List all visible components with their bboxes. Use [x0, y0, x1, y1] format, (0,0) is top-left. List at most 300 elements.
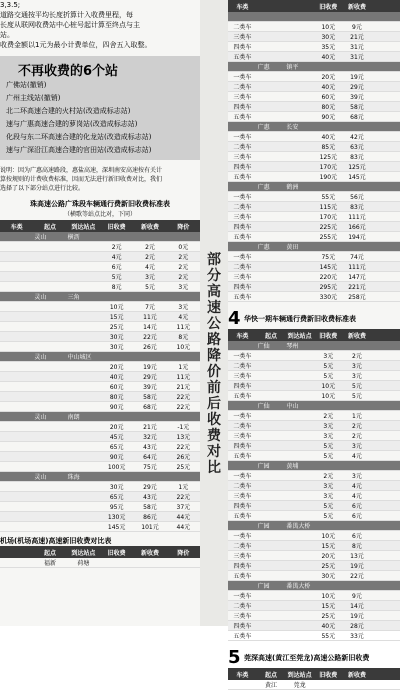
group-filler	[343, 461, 372, 471]
table-cell	[0, 362, 33, 372]
group-filler	[343, 581, 372, 591]
table-row	[0, 512, 200, 522]
table-cell: 莞龙	[285, 680, 314, 690]
table-cell	[371, 272, 400, 282]
note-line: 算按规则的计费收费标准，因而无法进行新旧收费对比，我们	[0, 176, 163, 183]
route-to: 横沥	[67, 232, 100, 242]
table-cell: 2元	[133, 252, 166, 262]
note-line: 说明：因为广惠高速路段，惠盐高速，深圳南安高速按有关计	[0, 167, 163, 174]
group-filler	[343, 242, 372, 252]
table-cell	[0, 382, 33, 392]
group-label	[0, 232, 33, 242]
table-cell: 39元	[133, 382, 166, 392]
table-cell	[371, 232, 400, 242]
table-cell: 二类车	[228, 142, 257, 152]
table-cell: 40元	[100, 372, 133, 382]
group-filler	[167, 232, 200, 242]
table-cell	[371, 601, 400, 611]
route-group-row	[0, 232, 200, 242]
section-4-table	[228, 329, 400, 641]
table-cell: 22元	[167, 442, 200, 452]
table-cell: 四类车	[228, 222, 257, 232]
table-cell: 330元	[314, 292, 343, 302]
table-cell	[285, 481, 314, 491]
table-cell	[285, 232, 314, 242]
table-cell: 2元	[167, 262, 200, 272]
group-filler	[343, 341, 372, 351]
table-cell	[285, 431, 314, 441]
table-cell	[33, 392, 66, 402]
table-cell: 90元	[100, 402, 133, 412]
table-cell: 四类车	[228, 441, 257, 451]
table-cell	[371, 52, 400, 62]
table-cell	[67, 362, 100, 372]
table-cell	[257, 112, 286, 122]
table-cell	[67, 492, 100, 502]
table-cell: 25元	[314, 561, 343, 571]
group-filler	[100, 352, 133, 362]
table-cell: 4元	[100, 252, 133, 262]
table-cell	[257, 282, 286, 292]
table-row	[228, 102, 400, 112]
vertical-char: 比	[207, 460, 221, 476]
table-cell: 170元	[314, 212, 343, 222]
table-cell	[257, 192, 286, 202]
table-cell	[0, 332, 33, 342]
table-cell	[33, 462, 66, 472]
column-header: 到达站点	[285, 329, 314, 341]
table-cell: 15元	[314, 601, 343, 611]
table-cell	[371, 292, 400, 302]
route-group-row	[228, 341, 400, 351]
table-cell: 43元	[133, 492, 166, 502]
table-cell: -1元	[167, 422, 200, 432]
table-cell	[285, 152, 314, 162]
table-cell	[33, 382, 66, 392]
table-cell	[257, 142, 286, 152]
table-cell: 220元	[314, 272, 343, 282]
table-cell: 55元	[314, 192, 343, 202]
table-cell	[67, 462, 100, 472]
section-4-header	[228, 308, 400, 329]
table-cell	[257, 381, 286, 391]
table-row	[228, 152, 400, 162]
table-cell	[285, 631, 314, 641]
table-cell: 43元	[133, 442, 166, 452]
left-table-subtitle: （横歌等站点比对，下同）	[63, 211, 136, 218]
vertical-char: 降	[207, 348, 221, 364]
column-header: 旧收费	[314, 329, 343, 341]
table-cell	[33, 302, 66, 312]
table-cell	[257, 52, 286, 62]
table-cell	[67, 282, 100, 292]
table-row	[228, 162, 400, 172]
table-cell: 85元	[314, 142, 343, 152]
table-cell	[257, 152, 286, 162]
table-cell	[67, 422, 100, 432]
table-cell: 75元	[133, 462, 166, 472]
group-filler	[371, 122, 400, 132]
table-row	[228, 441, 400, 451]
table-cell	[67, 482, 100, 492]
table-row	[228, 252, 400, 262]
table-cell: 100元	[100, 462, 133, 472]
table-row	[228, 42, 400, 52]
table-cell: 二类车	[228, 361, 257, 371]
column-header	[371, 668, 400, 680]
right-top-fee-table	[228, 0, 400, 302]
table-cell: 145元	[100, 522, 133, 532]
group-label	[228, 521, 257, 531]
table-cell: 65元	[100, 442, 133, 452]
section-5-header	[228, 647, 400, 668]
table-body	[228, 12, 400, 302]
route-group-row	[228, 521, 400, 531]
group-filler	[314, 521, 343, 531]
table-cell	[371, 391, 400, 401]
group-label	[228, 12, 257, 22]
table-cell	[0, 522, 33, 532]
table-row	[228, 132, 400, 142]
table-row	[0, 482, 200, 492]
table-cell: 10元	[314, 531, 343, 541]
route-to	[285, 12, 314, 22]
vertical-char: 路	[207, 332, 221, 348]
table-cell: 一类车	[228, 531, 257, 541]
table-cell	[0, 432, 33, 442]
table-cell: 11元	[133, 312, 166, 322]
table-cell: 四类车	[228, 282, 257, 292]
group-label	[228, 62, 257, 72]
table-cell: 二类车	[228, 421, 257, 431]
table-row	[228, 611, 400, 621]
table-cell: 4元	[343, 481, 372, 491]
table-cell	[0, 462, 33, 472]
table-cell	[285, 351, 314, 361]
column-header: 车类	[228, 0, 257, 12]
table-row	[228, 591, 400, 601]
group-filler	[343, 12, 372, 22]
route-from: 广惠	[257, 182, 286, 192]
intro-line: 3,3.5;	[0, 1, 21, 9]
table-cell: 14元	[343, 601, 372, 611]
route-to: 中山城区	[67, 352, 100, 362]
route-group-row	[228, 62, 400, 72]
table-cell	[285, 92, 314, 102]
table-cell	[371, 351, 400, 361]
table-cell: 2元	[343, 431, 372, 441]
vertical-char: 部	[207, 252, 221, 268]
table-cell	[285, 621, 314, 631]
group-filler	[133, 412, 166, 422]
table-cell: 19元	[133, 362, 166, 372]
table-cell	[0, 322, 33, 332]
route-to: 珠海	[67, 472, 100, 482]
table-row	[228, 222, 400, 232]
table-row	[228, 621, 400, 631]
table-row	[228, 571, 400, 581]
table-cell	[371, 421, 400, 431]
table-cell: 68元	[133, 402, 166, 412]
table-cell	[285, 421, 314, 431]
table-row	[0, 492, 200, 502]
table-cell: 25元	[100, 322, 133, 332]
column-header: 降价	[167, 220, 200, 232]
table-cell	[0, 502, 33, 512]
table-cell: 二类车	[228, 481, 257, 491]
table-cell: 22元	[167, 402, 200, 412]
table-cell: 20元	[314, 72, 343, 82]
table-cell: 11元	[167, 372, 200, 382]
table-row	[228, 511, 400, 521]
table-cell: 166元	[343, 222, 372, 232]
table-cell: 一类车	[228, 591, 257, 601]
route-to: 中山	[285, 401, 314, 411]
left-column	[0, 0, 200, 626]
column-header	[257, 0, 286, 12]
route-to: 三角	[67, 292, 100, 302]
table-cell	[285, 112, 314, 122]
table-cell	[371, 212, 400, 222]
table-cell	[257, 82, 286, 92]
column-header: 旧收费	[100, 220, 133, 232]
group-filler	[343, 182, 372, 192]
table-cell	[285, 411, 314, 421]
table-cell	[33, 422, 66, 432]
table-cell: 四类车	[228, 162, 257, 172]
vertical-char: 前	[207, 380, 221, 396]
table-cell	[285, 471, 314, 481]
table-row	[0, 262, 200, 272]
table-cell	[371, 152, 400, 162]
table-cell	[257, 272, 286, 282]
table-cell: 75元	[314, 252, 343, 262]
group-filler	[314, 122, 343, 132]
column-header: 起点	[33, 546, 66, 558]
group-filler	[371, 461, 400, 471]
table-cell: 30元	[314, 32, 343, 42]
vertical-headline	[203, 252, 225, 476]
table-cell	[33, 272, 66, 282]
table-cell	[33, 362, 66, 372]
table-cell	[257, 631, 286, 641]
group-label	[0, 292, 33, 302]
table-cell: 74元	[343, 252, 372, 262]
column-header: 新收费	[343, 329, 372, 341]
table-row	[228, 541, 400, 551]
table-cell: 19元	[343, 72, 372, 82]
table-cell: 10元	[314, 22, 343, 32]
table-row	[228, 232, 400, 242]
group-label	[0, 352, 33, 362]
route-group-row	[0, 412, 200, 422]
table-cell	[0, 312, 33, 322]
group-filler	[314, 581, 343, 591]
table-cell	[285, 441, 314, 451]
table-cell: 111元	[343, 262, 372, 272]
table-row	[0, 452, 200, 462]
table-cell	[371, 441, 400, 451]
table-cell: 4元	[133, 262, 166, 272]
table-cell	[285, 272, 314, 282]
table-cell	[371, 371, 400, 381]
table-cell	[0, 252, 33, 262]
table-cell: 30元	[100, 342, 133, 352]
table-row	[0, 302, 200, 312]
table-cell: 31元	[343, 52, 372, 62]
table-cell: 3元	[314, 491, 343, 501]
table-cell: 4元	[343, 451, 372, 461]
table-row	[228, 421, 400, 431]
table-cell: 一类车	[228, 252, 257, 262]
table-cell: 五类车	[228, 232, 257, 242]
table-cell: 111元	[343, 212, 372, 222]
table-row	[228, 361, 400, 371]
table-cell: 33元	[343, 631, 372, 641]
table-cell	[257, 371, 286, 381]
table-cell	[285, 132, 314, 142]
table-row	[228, 262, 400, 272]
table-cell: 三类车	[228, 32, 257, 42]
table-cell	[67, 302, 100, 312]
group-filler	[100, 292, 133, 302]
table-cell	[257, 481, 286, 491]
group-filler	[371, 12, 400, 22]
vertical-char: 公	[207, 316, 221, 332]
table-cell: 8元	[167, 332, 200, 342]
group-label	[228, 122, 257, 132]
table-cell: 194元	[343, 232, 372, 242]
table-cell: 3元	[167, 302, 200, 312]
table-cell: 5元	[100, 272, 133, 282]
table-cell	[67, 432, 100, 442]
table-body	[0, 232, 200, 532]
table-cell	[257, 232, 286, 242]
table-cell: 2元	[343, 351, 372, 361]
table-cell	[257, 22, 286, 32]
group-label	[228, 341, 257, 351]
table-cell: 35元	[314, 42, 343, 52]
table-cell: 五类车	[228, 631, 257, 641]
section-title: 莞深高速(黄江至莞龙)高速公路新旧收费	[244, 653, 370, 662]
banner-item: 广佛站(撤销)	[6, 81, 47, 89]
table-row	[0, 382, 200, 392]
table-cell	[67, 262, 100, 272]
table-cell	[257, 551, 286, 561]
column-header: 旧收费	[314, 668, 343, 680]
banner-list	[0, 79, 200, 157]
table-cell	[371, 621, 400, 631]
table-cell	[33, 512, 66, 522]
table-cell: 一类车	[228, 351, 257, 361]
table-cell	[285, 292, 314, 302]
column-header: 旧收费	[314, 0, 343, 12]
table-cell: 五类车	[228, 451, 257, 461]
group-filler	[100, 232, 133, 242]
route-group-row	[228, 242, 400, 252]
table-cell: 83元	[343, 202, 372, 212]
route-to: 镇平	[285, 62, 314, 72]
table-cell: 13元	[343, 551, 372, 561]
table-cell: 10元	[314, 381, 343, 391]
group-filler	[100, 412, 133, 422]
table-cell	[0, 392, 33, 402]
table-row	[0, 462, 200, 472]
table-cell: 19元	[343, 611, 372, 621]
table-cell: 五类车	[228, 292, 257, 302]
group-filler	[167, 412, 200, 422]
column-header: 新收费	[343, 0, 372, 12]
table-cell	[257, 351, 286, 361]
route-group-row	[228, 581, 400, 591]
table-row	[228, 471, 400, 481]
table-row	[228, 551, 400, 561]
group-filler	[133, 232, 166, 242]
table-cell	[371, 112, 400, 122]
table-cell: 37元	[167, 502, 200, 512]
table-cell	[285, 192, 314, 202]
table-cell: 13元	[167, 432, 200, 442]
route-group-row	[228, 122, 400, 132]
table-cell	[285, 561, 314, 571]
table-cell: 20元	[100, 422, 133, 432]
route-from: 广仙	[257, 401, 286, 411]
route-from: 广园	[257, 461, 286, 471]
table-cell	[257, 501, 286, 511]
column-header: 车类	[228, 329, 257, 341]
left-table-title: 珠高速公路广珠段车辆通行费新旧收费标准表	[30, 200, 170, 208]
route-from: 灵山	[33, 472, 66, 482]
table-row	[228, 451, 400, 461]
table-cell	[371, 262, 400, 272]
group-label	[228, 461, 257, 471]
column-header: 新收费	[133, 546, 166, 558]
table-cell: 三类车	[228, 551, 257, 561]
table-cell	[285, 202, 314, 212]
table-cell: 15元	[100, 312, 133, 322]
table-cell	[67, 522, 100, 532]
table-cell	[371, 551, 400, 561]
table-cell: 2元	[167, 252, 200, 262]
table-cell: 四类车	[228, 621, 257, 631]
table-cell	[67, 402, 100, 412]
table-cell: 83元	[343, 152, 372, 162]
table-row	[0, 272, 200, 282]
route-from: 灵山	[33, 352, 66, 362]
table-cell: 一类车	[228, 132, 257, 142]
table-cell: 二类车	[228, 202, 257, 212]
group-filler	[314, 401, 343, 411]
table-row	[228, 282, 400, 292]
table-cell: 40元	[314, 132, 343, 142]
table-cell: 2元	[314, 411, 343, 421]
table-cell	[257, 411, 286, 421]
table-cell: 40元	[314, 82, 343, 92]
table-cell	[257, 511, 286, 521]
table-cell: 3元	[133, 272, 166, 282]
table-cell: 四类车	[228, 42, 257, 52]
column-header: 起点	[257, 668, 286, 680]
table-cell: 125元	[314, 152, 343, 162]
group-filler	[343, 62, 372, 72]
table-cell	[371, 162, 400, 172]
table-cell	[257, 162, 286, 172]
table-cell: 10元	[167, 342, 200, 352]
vertical-char: 速	[207, 300, 221, 316]
table-cell	[67, 372, 100, 382]
column-header: 起点	[33, 220, 66, 232]
table-row	[228, 481, 400, 491]
